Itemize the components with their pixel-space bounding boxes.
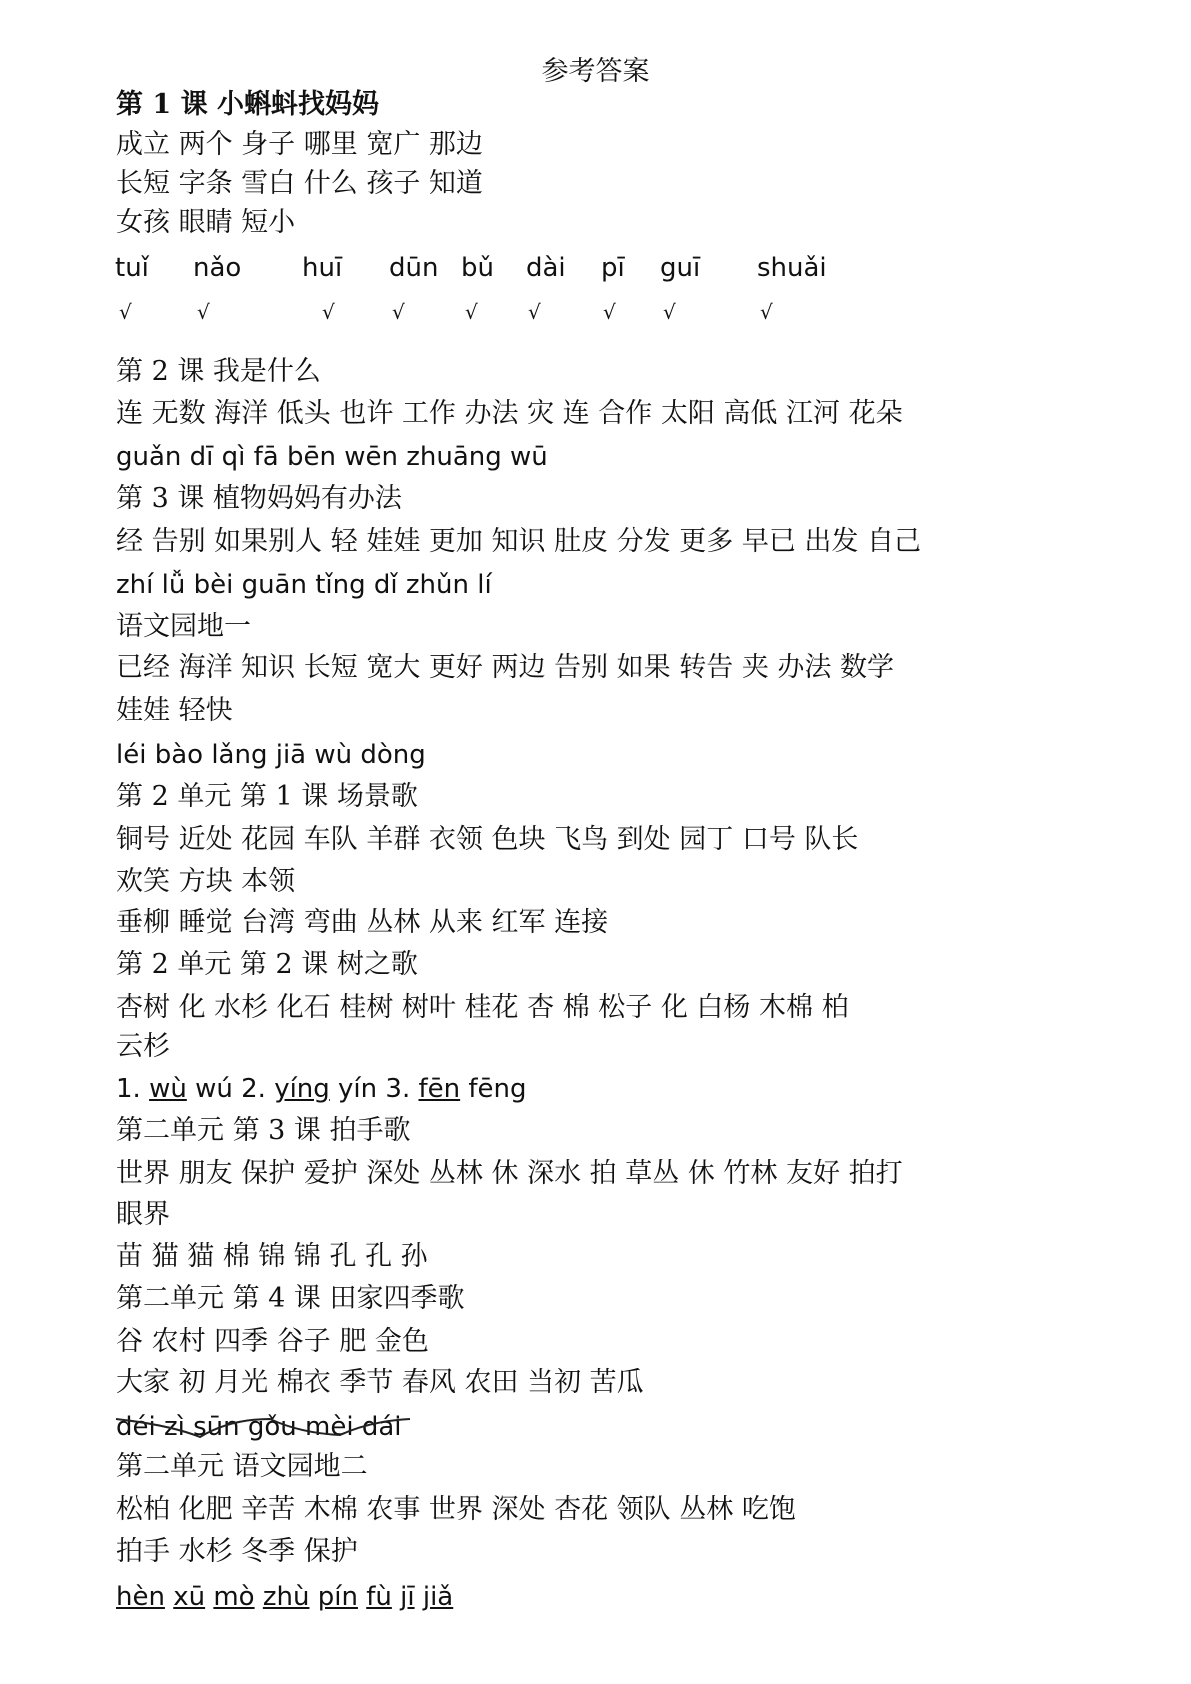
check-mark: √: [392, 300, 405, 324]
garden-1-words-1: 已经 海洋 知识 长短 宽大 更好 两边 告别 如果 转告 夹 办法 数学: [116, 652, 894, 683]
answer-pinyin: pín: [317, 1582, 358, 1612]
answer-pinyin: yín: [338, 1074, 378, 1104]
lesson-1-heading: 第 1 课 小蝌蚪找妈妈: [116, 89, 379, 120]
item-number: 3.: [385, 1074, 411, 1104]
unit2-lesson-3-words-1: 世界 朋友 保护 爱护 深处 丛林 休 深水 拍 草丛 休 竹林 友好 拍打: [116, 1158, 903, 1189]
unit2-lesson-2-pinyin: [116, 1072, 527, 1106]
answer-pinyin: fēng: [468, 1074, 527, 1104]
answer-pinyin: zhù: [262, 1582, 310, 1612]
garden-2-words-2: 拍手 水杉 冬季 保护: [116, 1536, 358, 1567]
garden-1-words-2: 娃娃 轻快: [116, 695, 233, 726]
unit2-lesson-4-heading: 第二单元 第 4 课 田家四季歌: [116, 1283, 465, 1314]
answer-pinyin: yíng: [274, 1074, 330, 1104]
check-mark: √: [119, 300, 132, 324]
lesson-1-pinyin: dài: [526, 253, 566, 283]
check-mark: √: [603, 300, 616, 324]
unit2-lesson-3-words-2: 眼界: [116, 1199, 170, 1230]
lesson-1-pinyin: dūn: [389, 253, 439, 283]
garden-1-heading: 语文园地一: [116, 611, 251, 642]
unit2-lesson-1-heading: 第 2 单元 第 1 课 场景歌: [116, 781, 418, 812]
unit2-lesson-2-words-1: 杏树 化 水杉 化石 桂树 树叶 桂花 杏 棉 松子 化 白杨 木棉 柏: [116, 992, 849, 1023]
unit2-lesson-4-pinyin: déi zì sūn gǒu mèi dái: [116, 1412, 402, 1442]
answer-pinyin: jī: [400, 1582, 415, 1612]
garden-1-pinyin: léi bào lǎng jiā wù dòng: [116, 740, 426, 770]
answer-pinyin: jiǎ: [422, 1582, 454, 1612]
unit2-lesson-1-words-2: 欢笑 方块 本领: [116, 866, 296, 897]
lesson-1-pinyin: tuǐ: [115, 253, 149, 283]
lesson-3-words: 经 告别 如果别人 轻 娃娃 更加 知识 肚皮 分发 更多 早已 出发 自己: [116, 526, 921, 557]
lesson-1-pinyin: guī: [660, 253, 701, 283]
unit2-lesson-1-words-1: 铜号 近处 花园 车队 羊群 衣领 色块 飞鸟 到处 园丁 口号 队长: [116, 824, 859, 855]
lesson-3-pinyin: zhí lǚ bèi guān tǐng dǐ zhǔn lí: [116, 570, 492, 600]
page-title: 参考答案: [541, 56, 650, 87]
unit2-lesson-2-words-2: 云杉: [116, 1031, 170, 1062]
lesson-1-words-1: 成立 两个 身子 哪里 宽广 那边: [116, 129, 483, 160]
lesson-1-pinyin: nǎo: [193, 253, 242, 283]
unit2-lesson-4-words-1: 谷 农村 四季 谷子 肥 金色: [116, 1326, 429, 1357]
lesson-3-heading: 第 3 课 植物妈妈有办法: [116, 483, 402, 514]
unit2-lesson-1-words-3: 垂柳 睡觉 台湾 弯曲 丛林 从来 红军 连接: [116, 907, 609, 938]
lesson-1-words-3: 女孩 眼睛 短小: [116, 207, 296, 238]
lesson-2-heading: 第 2 课 我是什么: [116, 356, 321, 387]
answer-pinyin: fù: [366, 1582, 392, 1612]
answer-pinyin: hèn: [116, 1582, 165, 1612]
lesson-1-pinyin: huī: [302, 253, 343, 283]
lesson-2-pinyin: guǎn dī qì fā bēn wēn zhuāng wū: [116, 442, 548, 472]
check-mark: √: [197, 300, 210, 324]
answer-pinyin: mò: [213, 1582, 255, 1612]
unit2-lesson-2-heading: 第 2 单元 第 2 课 树之歌: [116, 949, 418, 980]
garden-2-pinyin: [116, 1580, 453, 1614]
lesson-2-words: 连 无数 海洋 低头 也许 工作 办法 灾 连 合作 太阳 高低 江河 花朵: [116, 398, 903, 429]
answer-pinyin: wù: [149, 1074, 187, 1104]
lesson-1-pinyin: pī: [601, 253, 625, 283]
check-mark: √: [528, 300, 541, 324]
crossed-out-marks: [110, 1405, 420, 1445]
lesson-1-words-2: 长短 字条 雪白 什么 孩子 知道: [116, 168, 483, 199]
unit2-lesson-3-heading: 第二单元 第 3 课 拍手歌: [116, 1115, 411, 1146]
unit2-lesson-3-words-3: 苗 猫 猫 棉 锦 锦 孔 孔 孙: [116, 1241, 428, 1272]
answer-pinyin: xū: [173, 1582, 206, 1612]
item-number: 1.: [116, 1074, 141, 1104]
check-mark: √: [663, 300, 676, 324]
check-mark: √: [465, 300, 478, 324]
garden-2-heading: 第二单元 语文园地二: [116, 1451, 368, 1482]
check-mark: √: [322, 300, 335, 324]
lesson-1-pinyin: bǔ: [461, 253, 494, 283]
garden-2-words-1: 松柏 化肥 辛苦 木棉 农事 世界 深处 杏花 领队 丛林 吃饱: [116, 1494, 796, 1525]
answer-pinyin: wú: [195, 1074, 233, 1104]
lesson-1-pinyin: shuǎi: [757, 253, 827, 283]
item-number: 2.: [241, 1074, 266, 1104]
unit2-lesson-4-words-2: 大家 初 月光 棉衣 季节 春风 农田 当初 苦瓜: [116, 1367, 644, 1398]
check-mark: √: [760, 300, 773, 324]
answer-pinyin: fēn: [418, 1074, 461, 1104]
